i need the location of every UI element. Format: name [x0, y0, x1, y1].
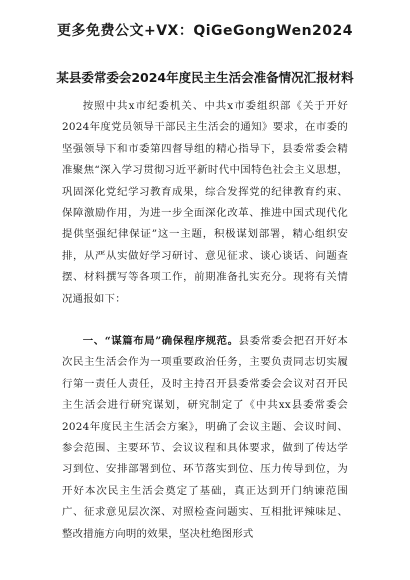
intro-paragraph: 按照中共x市纪委机关、中共x市委组织部《关于开好2024年度党员领导干部民主生活会的通知》要求，在市委的坚强领导下和市委第四督导组的精心指导下，县委常委会精准聚焦“深入学习贯彻习近平新时代中国特色社会主义思想，巩固深化党纪学习教育成果，综合发挥党的纪律教育约束、保障激励作用，为进一步全面深化改革、推进中国式现代化提供坚强纪律保证”这一主题，积极谋划部署，精心组织安排，从严从实做好学习研讨、意见征求、谈心谈话、问题查摆、材料撰写等各项工作，前期准备扎实充分。现将有关情况通报如下： — [62, 100, 348, 305]
section-1-body: 县委常委会把召开好本次民主生活会作为一项重要政治任务，主要负责同志切实履行第一责任人责任，及时主持召开县委常委会会议对召开民主生活会进行研究谋划，研究制定了《中共xx县委常委会2024年度民主生活会方案》，明确了会议主题、会议时间、参会范围、主要环节、会议议程和具体要求，做到了传达学习到位、安排部署到位、环节落实到位、压力传导到位，为开好本次民主生活会奠定了基础，真正达到开门纳谏范围广、征求意见层次深、对照检查问题实、互相批评辣味足、整改措施方向明的效果，坚决杜绝图形式 — [62, 335, 349, 540]
promo-banner: 更多免费公文+VX：QiGeGongWen2024 — [56, 23, 353, 39]
section-1-paragraph — [62, 331, 348, 545]
section-1-heading: 一、“谋篇布局”确保程序规范。 — [82, 335, 239, 347]
document-title: 某县委常委会2024年度民主生活会准备情况汇报材料 — [56, 70, 354, 85]
